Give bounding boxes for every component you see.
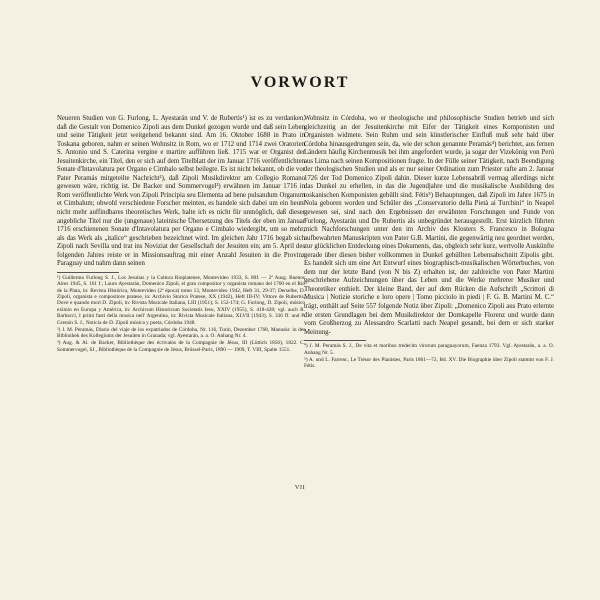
page-title: VORWORT (250, 74, 350, 91)
right-column (304, 115, 554, 370)
right-footnotes (304, 343, 554, 369)
footnote-divider (304, 340, 366, 341)
left-column (57, 115, 305, 354)
footnote-4: ⁴) J. M. Peramás S. J., De vita et moribus tredecim virorum paraguayorum, Faenza 1793. Vgl. Ayestarán, a. a. O. Anhang Nr. 5. (304, 343, 554, 356)
footnote-2: ²) J. M. Peramás, Diario del viaje de los expatriados de Córdoba, Nr. 116, Turin, Dezember 1768, Manuskr. in der Bibliothek des Kollegiums der Jesuiten in Granada; vgl. Ayestarán, a. a. O. Anhang Nr. 4. (57, 326, 305, 340)
footnote-1: ¹) Guillermo Furlong S. J., Los Jesuitas y la Cultura Rioplatense, Montevideo 1933, S. 80f. — 2ª Ausg. Buenos Aires 1945, S. 161 f.; Lauro Ayestarán, Domenico Zipoli, el gran compositor y organista romano del 1700 en el Río de la Plata, in: Revista Histórica, Montevideo (2ª época) tomo 13, Montevideo 1942, Heft 31, 29-37; Derselbe, D. Zipoli, organista e compositore pratese, in: Archivio Storico Pratese, XX (1942), Heft III-IV; Vittore de Rubertis, Dove e quando morì D. Zipoli, in: Rivista Musicale Italiana, LIII (1951); S. 152-174; G. Furlong, D. Zipoli, músico eximio en Europa y América, in: Archivum Historicum Societatis Iesu, XXIV (1955), S. 418-428; vgl. auch R. Barbacci, I primi fasti della musica nell' Argentina, in: Rivista Musicale Italiana, XLVII (1943), S. 336 ff. und P. Grenón S. J., Noticia de D. Zipoli música y poeta, Córdoba 1948. (57, 274, 305, 326)
left-body-text: Neueren Studien von G. Furlong, L. Ayestarán und V. de Rubertis¹) ist es zu verdanken, daß die Gestalt von Domenico Zipoli aus dem Dunkel gezogen wurde und daß sein Leben und seine Tätigkeit jetzt weitgehend bekannt sind. Am 16. Oktober 1688 in Prato in Toskana geboren, nahm er seinen Wohnsitz in Rom, wo er 1712 und 1714 zwei Oratorien S. Antonio und S. Caterina vergine e martire aufführen ließ. 1715 war er Organist der Jesuitenkirche, ein Titel, den er sich auf dem Titelblatt der im Januar 1716 veröffentlichten Sonate d'Intavolatura per Organo e Cimbalo selbst beilegte. Es ist nicht bekannt, ob die vor Pater Peramás mitgeteilte Nachricht²), daß Zipoli Musikdirektor am Collegio Romano gewesen wäre, richtig ist. De Backer und Sommervogel³) erwähnen im Januar 1716 in Rom veröffentlichte Werk von Zipoli Principia seu Elementa ad bene pulsandum Organum et Cimbalum; obwohl verschiedene Forscher meinten, es handele sich dabei um ein heute nicht mehr auffindbares theoretisches Werk, halte ich es nicht für unmöglich, daß dieser angebliche Titel nur die (ungenaue) lateinische Übersetzung des Titels der eben im Januar 1716 erschienenen Sonate d'Intavolatura per Organo e Cimbalo wiedergibt, um so mehr, als das Werk als „italice“ geschrieben bezeichnet wird. Im gleichen Jahr 1716 begab sich Zipoli nach Sevilla und trat ins Noviziat der Gesellschaft der Jesuiten ein; am 5. April des folgenden Jahres reiste er in Missionsauftrag mit einer Anzahl Jesuiten in die Provinz Paraguay und nahm dann seinen (57, 115, 305, 268)
page-number: VII (294, 484, 306, 491)
footnote-3: ³) Aug. & Al. de Backer, Bibliothèque des écrivains de la Compagnie de Jésus, III (Lüttich 1856), 1822. C. Sommervogel, SJ., Bibliothèque de la Compagnie de Jésus, Brüssel-Paris, 1890 — 1909, T. VIII, Spalte 1551. (57, 340, 305, 353)
footnote-5: ⁵) A. und L. Farrenc, Le Trésor des Pianistes, Paris 1861—72, Bd. XV. Die Biographie über Zipoli stammt von F. J. Fétis. (304, 356, 554, 370)
footnote-divider (57, 272, 119, 273)
right-body-text: Wohnsitz in Córdoba, wo er theologische und philosophische Studien betrieb und sich gleichzeitig an der Jesuitenkirche mit Eifer der Tätigkeit eines Komponisten und Organisten widmete. Sein Ruhm und sein künstlerischer Einfluß muß sehr bald über Córdoba hinausgedrungen sein, da, wie der schon genannte Peramás⁴) berichtet, aus fernen Ländern häufig Kirchenmusik bei ihm angefordert wurde, ja sogar der Vizekönig von Perú aus Lima nach seinen Kompositionen fragte. In der Fülle seiner Tätigkeit, nach Beendigung der theologischen Studien und als er nur seiner Ordination zum Priester rafte am 2. Januar 1726 der Tod Domenico Zipoli dahin. Dieser kurze Lebensabriß vermag allerdings nicht das Dunkel zu erhellen, in das die Jugendjahre und die musikalische Ausbildung des toskanischen Komponisten gehüllt sind. Fétis⁵) Behauptungen, daß Zipoli im Jahre 1675 in Nola geboren worden und Schüler des „Conservatorio della Pietà ai Turchini“ in Neapel gewesen sei, sind nach den Ergebnissen der erwähnten Forschungen und Funde von Furlong, Ayestarán und De Rubertis als unbegründet herausgestellt. Erst kürzlich führten mich Nachforschungen unter den im Archiv des Klosters S. Francesco in Bologna aufbewahrten Manuskripten von Pater G.B. Martini, die gegenwärtig neu geordnet werden, zur glücklichen Entdeckung eines Dokuments, das, obgleich sehr kurz, wertvolle Auskünfte gerade über diesen bisher vollkommen in Dunkel gehüllten Lebensabschnitt Zipolis gibt. Es handelt sich um eine Art Entwurf eines biographisch-musikalischen Wörterbuches, von dem nur der letzte Band (von N bis Z) erhalten ist, der zahlreiche von Pater Martini geschriebene Aufzeichnungen über das Leben und die Werke mehrerer Musiker und Theoretiker enthielt. Der kleine Band, der auf dem Rücken die Aufschrift „Scrittori di Musica | Notizie storiche e loro opere | Tomo picciolo in piedi | F. G. B. Martini M. C.“ trägt, enthält auf Seite 557 folgende Notiz über Zipoli: „Domenico Zipoli aus Prato erlernte die ersten Grundlagen bei dem Musikdirektor der Domkapelle Florenz und wurde dann vom Großherzog zu Alessandro Scarlatti nach Neapel gesandt, bei dem er sich starker Meinung- (304, 115, 554, 336)
left-footnotes (57, 275, 305, 353)
